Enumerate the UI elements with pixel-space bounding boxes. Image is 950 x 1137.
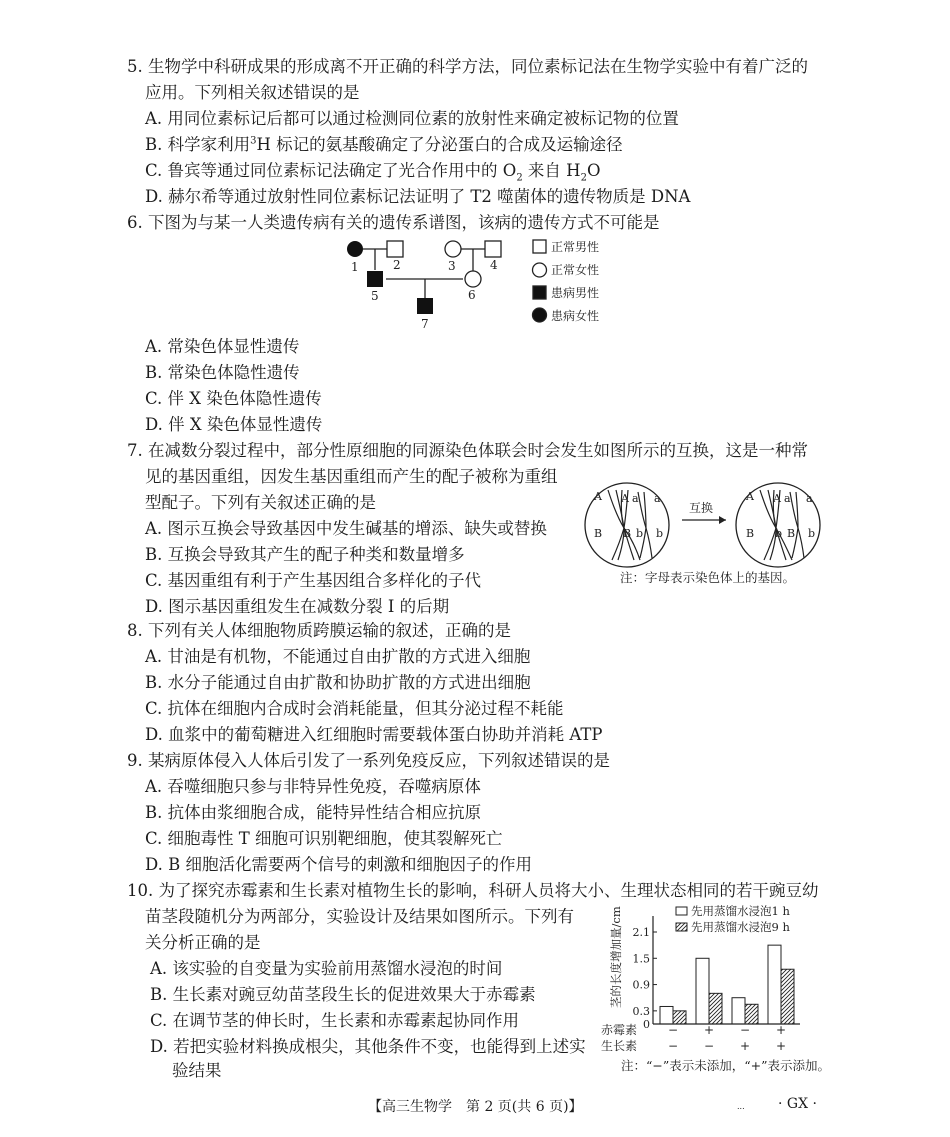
auxin-sign-1: − <box>667 1039 679 1052</box>
svg-text:A: A <box>746 490 754 503</box>
legend-label-affected-male: 患病男性 <box>551 286 600 300</box>
pedigree-individual-7 <box>417 298 433 314</box>
bar-1h-group-4 <box>768 945 781 1024</box>
q8-option-a: A. 甘油是有机物，不能通过自由扩散的方式进入细胞 <box>145 647 531 666</box>
legend-affected-male-icon <box>533 286 546 299</box>
q10-stem-line3: 关分析正确的是 <box>145 933 261 952</box>
bar-1h-group-2 <box>696 958 709 1024</box>
q6-option-b: B. 常染色体隐性遗传 <box>145 363 300 382</box>
pedigree-individual-1 <box>347 241 363 257</box>
pedigree-number-3: 3 <box>448 259 456 273</box>
svg-text:B: B <box>746 527 755 540</box>
q6-option-d: D. 伴 X 染色体显性遗传 <box>145 415 323 434</box>
row-label-auxin: 生长素 <box>601 1039 638 1052</box>
bar-9h-group-4 <box>781 969 794 1024</box>
q10-option-d-line2: 验结果 <box>172 1061 222 1080</box>
q5-option-d: D. 赫尔希等通过放射性同位素标记法证明了 T2 噬菌体的遗传物质是 DNA <box>145 187 691 206</box>
q7-stem-line2: 见的基因重组，因发生基因重组而产生的配子被称为重组 <box>145 467 558 486</box>
y-tick-label-0: 2.1 <box>632 926 650 939</box>
svg-text:a: a <box>654 492 661 505</box>
q7-option-c: C. 基因重组有利于产生基因组合多样化的子代 <box>145 571 482 590</box>
y-tick-label-3: 0.3 <box>632 1004 650 1018</box>
pedigree-number-1: 1 <box>351 260 359 274</box>
gibberellin-sign-1: − <box>667 1023 679 1037</box>
q10-option-d-line1: D. 若把实验材料换成根尖，其他条件不变，也能得到上述实 <box>150 1037 586 1056</box>
q8-option-c: C. 抗体在细胞内合成时会消耗能量，但其分泌过程不耗能 <box>145 699 564 718</box>
legend-label-9h: 先用蒸馏水浸泡9 h <box>691 920 790 934</box>
gibberellin-sign-3: − <box>739 1023 751 1037</box>
crossing-over-arrow-label: 互换 <box>689 501 714 515</box>
q6-option-a: A. 常染色体显性遗传 <box>145 337 300 356</box>
q9-option-a: A. 吞噬细胞只参与非特异性免疫，吞噬病原体 <box>145 777 481 796</box>
bar-9h-group-3 <box>745 1004 758 1024</box>
row-label-gibberellin: 赤霉素 <box>601 1023 638 1037</box>
q7-option-b: B. 互换会导致其产生的配子种类和数量增多 <box>145 545 465 564</box>
q9-option-b: B. 抗体由浆细胞合成，能特异性结合相应抗原 <box>145 803 482 822</box>
q7-option-d: D. 图示基因重组发生在减数分裂 Ⅰ 的后期 <box>145 597 450 616</box>
legend-affected-female-icon <box>533 308 547 322</box>
y-tick-label-1: 1.5 <box>632 952 650 966</box>
q10-option-c: C. 在调节茎的伸长时，生长素和赤霉素起协同作用 <box>150 1011 520 1030</box>
svg-text:a: a <box>632 492 639 505</box>
legend-label-normal-male: 正常男性 <box>551 240 600 254</box>
auxin-sign-2: − <box>703 1039 715 1052</box>
q10-stem-line1: 10. 为了探究赤霉素和生长素对植物生长的影响，科研人员将大小、生理状态相同的若干豌豆幼 <box>127 881 819 900</box>
svg-text:b: b <box>808 527 816 540</box>
svg-text:a: a <box>806 492 813 505</box>
q7-figure-note: 注：字母表示染色体上的基因。 <box>620 570 796 585</box>
q5-stem-line2: 应用。下列相关叙述错误的是 <box>145 83 360 102</box>
q6-option-c: C. 伴 X 染色体隐性遗传 <box>145 389 322 408</box>
page-footer-right: · GX · <box>778 1096 817 1112</box>
footer-mark: ... <box>737 1102 745 1111</box>
q8-option-d: D. 血浆中的葡萄糖进入红细胞时需要载体蛋白协助并消耗 ATP <box>145 725 603 744</box>
svg-text:B: B <box>594 527 603 540</box>
svg-text:B: B <box>623 527 632 540</box>
legend-swatch-1h <box>676 907 687 915</box>
legend-label-normal-female: 正常女性 <box>551 263 600 277</box>
q10-chart-note: 注：“−”表示未添加，“+”表示添加。 <box>621 1058 831 1073</box>
q5-option-c: C. 鲁宾等通过同位素标记法确定了光合作用中的 $O_2$ 来自 $H_2O$ <box>145 161 601 184</box>
gibberellin-sign-4: + <box>775 1023 787 1037</box>
q6-stem: 6. 下图为与某一人类遗传病有关的遗传系谱图，该病的遗传方式不可能是 <box>127 213 660 232</box>
crossing-over-arrowhead <box>719 516 726 524</box>
crossing-over-figure <box>580 480 830 570</box>
bar-1h-group-3 <box>732 998 745 1024</box>
legend-label-1h: 先用蒸馏水浸泡1 h <box>691 904 790 918</box>
pedigree-number-4: 4 <box>490 258 498 272</box>
q9-option-c: C. 细胞毒性 T 细胞可识别靶细胞，使其裂解死亡 <box>145 829 503 848</box>
q5-stem-line1: 5. 生物学中科研成果的形成离不开正确的科学方法，同位素标记法在生物学实验中有着广泛的 <box>127 57 808 76</box>
page-footer-center: 【高三生物学 第 2 页(共 6 页)】 <box>368 1099 583 1115</box>
pedigree-number-5: 5 <box>371 289 379 303</box>
q7-option-a: A. 图示互换会导致基因中发生碱基的增添、缺失或替换 <box>145 519 547 538</box>
pedigree-chart <box>335 234 625 334</box>
svg-text:A: A <box>773 492 781 505</box>
q7-stem-line3: 型配子。下列有关叙述正确的是 <box>145 493 376 512</box>
pedigree-number-7: 7 <box>421 317 429 331</box>
pedigree-number-2: 2 <box>393 258 401 272</box>
pedigree-individual-5 <box>367 271 383 287</box>
chart-y-axis-label: 茎的长度增加量/cm <box>609 906 623 1008</box>
bar-chart <box>596 900 830 1052</box>
bar-9h-group-2 <box>709 993 722 1024</box>
q9-option-d: D. B 细胞活化需要两个信号的刺激和细胞因子的作用 <box>145 855 533 874</box>
svg-text:A: A <box>594 490 602 503</box>
svg-text:b: b <box>656 527 664 540</box>
q9-stem: 9. 某病原体侵入人体后引发了一系列免疫反应，下列叙述错误的是 <box>127 751 610 770</box>
legend-normal-female-icon <box>533 263 547 277</box>
chart-legend <box>676 904 790 934</box>
svg-text:b: b <box>775 527 783 540</box>
q7-stem-line1: 7. 在减数分裂过程中，部分性原细胞的同源染色体联会时会发生如图所示的互换，这是一种常 <box>127 441 808 460</box>
pedigree-number-6: 6 <box>468 288 476 302</box>
y-tick-label-4: 0 <box>643 1018 650 1031</box>
auxin-sign-4: + <box>775 1039 787 1052</box>
legend-label-affected-female: 患病女性 <box>551 309 600 323</box>
q10-stem-line2: 苗茎段随机分为两部分，实验设计及结果如图所示。下列有 <box>145 907 574 926</box>
svg-text:A: A <box>621 492 629 505</box>
q5-option-a: A. 用同位素标记后都可以通过检测同位素的放射性来确定被标记物的位置 <box>145 109 679 128</box>
gibberellin-sign-2: + <box>703 1023 715 1037</box>
q8-option-b: B. 水分子能通过自由扩散和协助扩散的方式进出细胞 <box>145 673 531 692</box>
y-tick-label-2: 0.9 <box>632 978 650 992</box>
bar-1h-group-1 <box>660 1006 673 1024</box>
q10-option-a: A. 该实验的自变量为实验前用蒸馏水浸泡的时间 <box>150 959 503 978</box>
q10-option-b: B. 生长素对豌豆幼苗茎段生长的促进效果大于赤霉素 <box>150 985 536 1004</box>
q5-option-b: B. 科学家利用$^3$H 标记的氨基酸确定了分泌蛋白的合成及运输途径 <box>145 135 623 154</box>
auxin-sign-3: + <box>739 1039 751 1052</box>
svg-text:a: a <box>784 492 791 505</box>
legend-swatch-9h <box>676 923 687 931</box>
svg-text:b: b <box>636 527 644 540</box>
q8-stem: 8. 下列有关人体细胞物质跨膜运输的叙述，正确的是 <box>127 621 511 640</box>
legend-normal-male-icon <box>533 240 546 253</box>
svg-text:B: B <box>787 527 796 540</box>
